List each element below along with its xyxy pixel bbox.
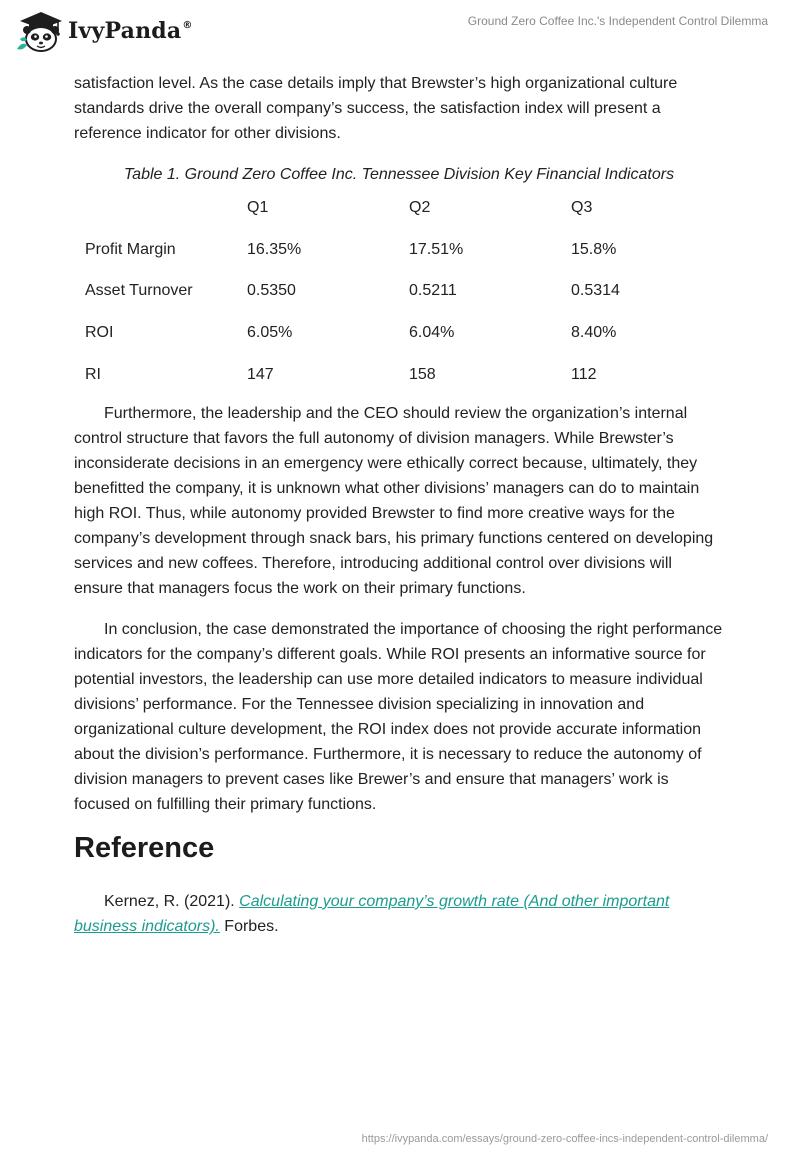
registered-mark: ® — [182, 19, 193, 31]
table-caption: Table 1. Ground Zero Coffee Inc. Tennessee Division Key Financial Indicators — [123, 166, 675, 183]
table-cell: 15.8% — [571, 240, 617, 258]
table-row — [74, 229, 724, 271]
reference-author-year: Kernez, R. (2021). — [104, 892, 240, 910]
table-header-row — [74, 187, 724, 229]
table-cell: 0.5350 — [247, 282, 296, 300]
brand-name: IvyPanda® — [68, 18, 193, 44]
table-row — [74, 353, 724, 395]
table-header-cell: Q3 — [571, 199, 593, 217]
table-cell: ROI — [85, 324, 114, 342]
ivypanda-logo[interactable] — [14, 8, 193, 54]
footer-url: https://ivypanda.com/essays/ground-zero-coffee-incs-independent-control-dilemma/ — [361, 1133, 768, 1145]
table-cell: 112 — [571, 365, 597, 383]
page-header — [0, 0, 800, 64]
table-cell: 6.05% — [247, 324, 293, 342]
reference-entry — [74, 889, 724, 939]
body-paragraph-2: Furthermore, the leadership and the CEO should review the organization’s internal control structure that favors the full autonomy of division managers. While Brewster’s inconsiderate decisions in an emergency were ethically correct because, ultimately, they benefitted the company, it is unknown what other divisions’ managers can do to maintain high ROI. Thus, while autonomy provided Brewster to find more creative ways for the company’s development through snack bars, his primary functions centered on developing services and new coffees. Therefore, introducing additional control over divisions will ensure that managers focus the work on their primary functions. — [74, 404, 714, 597]
table-cell: 147 — [247, 365, 274, 383]
table-cell: Profit Margin — [85, 240, 176, 258]
table-row — [74, 270, 724, 312]
document-title: Ground Zero Coffee Inc.'s Independent Control Dilemma — [467, 14, 768, 28]
table-cell: 16.35% — [247, 240, 302, 258]
table-header-cell: Q2 — [409, 199, 431, 217]
reference-link[interactable]: Calculating your company’s growth rate (And other important business indicators). — [74, 892, 670, 935]
table-row — [74, 312, 724, 354]
table-cell: 158 — [409, 365, 436, 383]
table-cell: 17.51% — [409, 240, 464, 258]
conclusion-paragraph: In conclusion, the case demonstrated the importance of choosing the right performance indicators for the company’s different goals. While ROI presents an informative source for potential investors, the leadership can use more detailed indicators to measure individual divisions’ performance. For the Tennessee division specializing in innovation and organizational culture development, the ROI index does not provide accurate information about the division’s performance. Furthermore, it is necessary to reduce the autonomy of division managers to prevent cases like Brewer’s and ensure that managers’ work is focused on fulfilling their primary functions. — [74, 620, 723, 813]
intro-paragraph: satisfaction level. As the case details imply that Brewster’s high organizational culture standards drive the overall company’s success, the satisfaction index will present a reference indicator for other divisions. — [74, 75, 678, 142]
reference-source: Forbes. — [219, 917, 279, 935]
table-header-cell — [74, 187, 236, 229]
financial-indicators-table — [74, 187, 724, 395]
panda-graduate-icon — [14, 9, 64, 53]
table-cell: 0.5314 — [571, 282, 620, 300]
table-cell: 8.40% — [571, 324, 617, 342]
table-cell: 0.5211 — [409, 282, 457, 300]
table-cell: Asset Turnover — [85, 282, 193, 300]
table-cell: 6.04% — [409, 324, 455, 342]
table-cell: RI — [85, 365, 101, 383]
reference-heading: Reference — [74, 831, 215, 864]
essay-body — [74, 71, 724, 939]
table-header-cell: Q1 — [247, 199, 269, 217]
